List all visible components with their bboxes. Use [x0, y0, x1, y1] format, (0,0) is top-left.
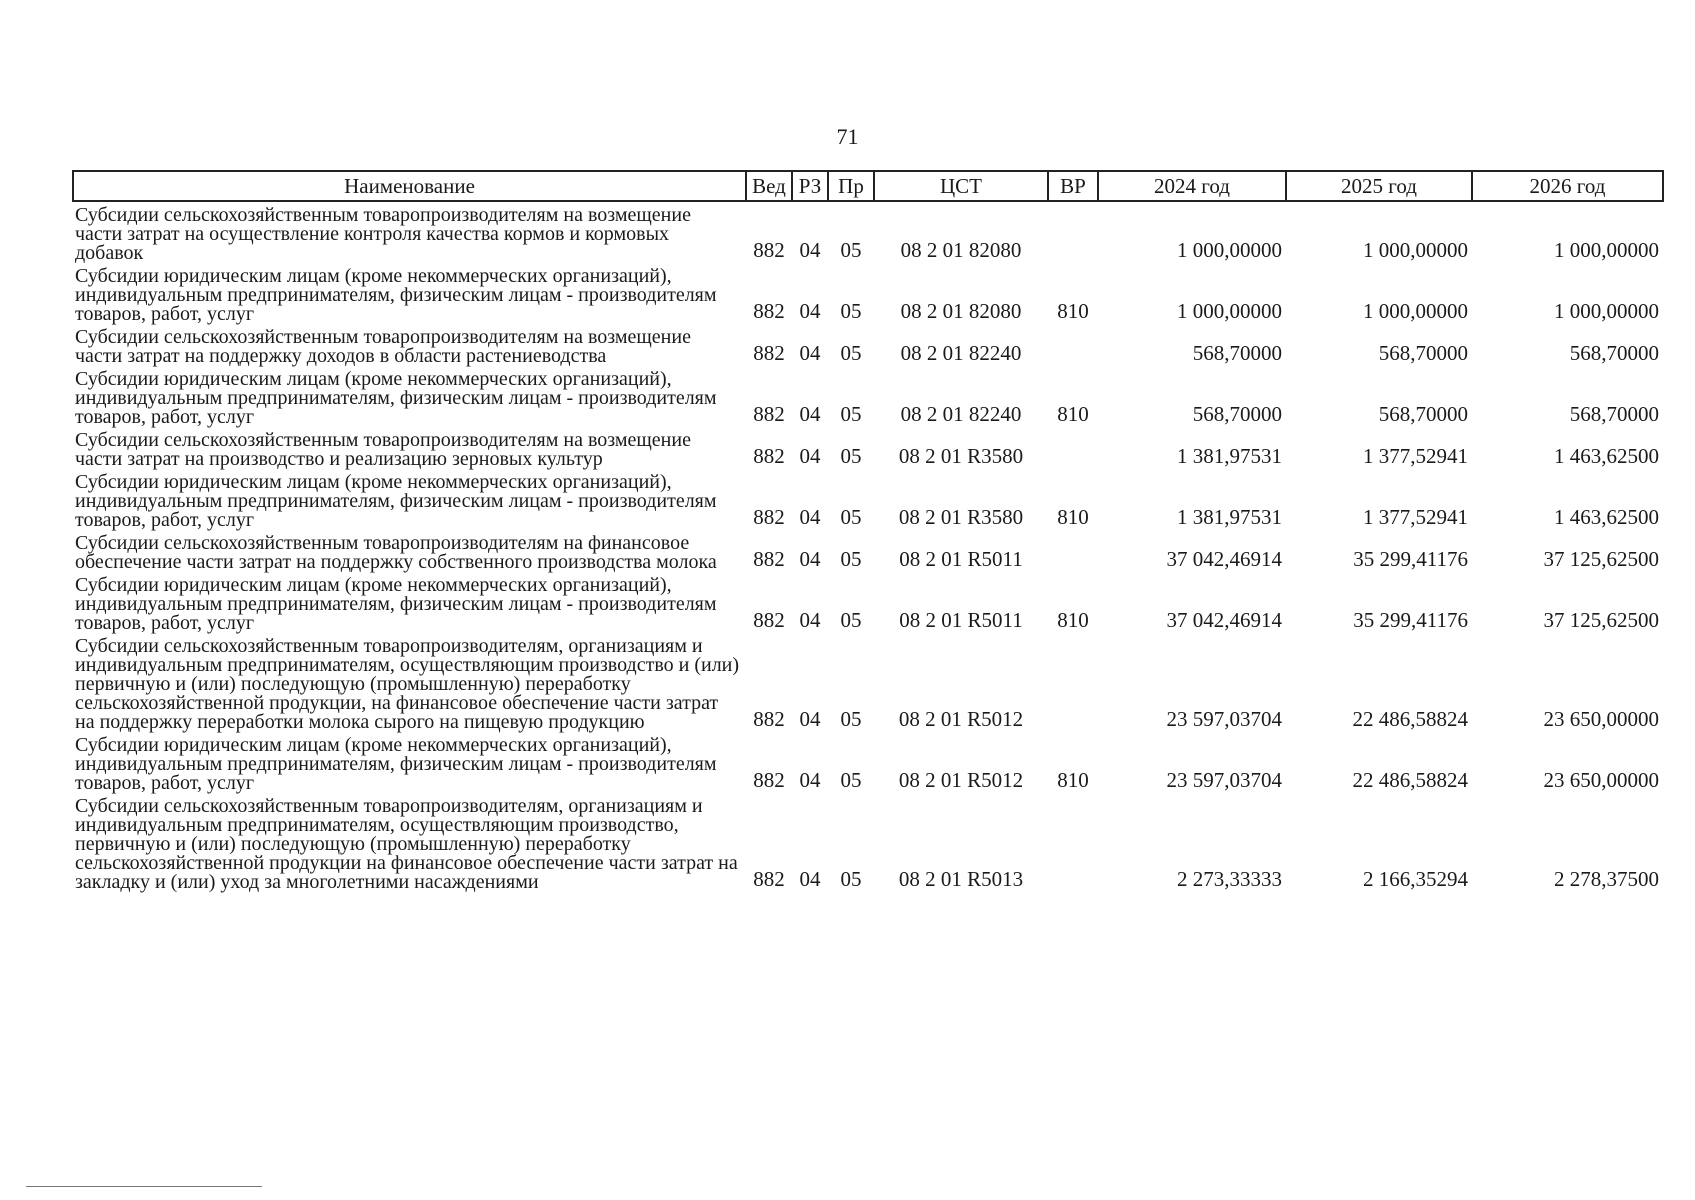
row-vr [1048, 530, 1098, 572]
row-pr: 05 [840, 444, 862, 468]
row-rz: 04 [799, 444, 821, 468]
table-row [73, 633, 1663, 732]
table-row [73, 732, 1663, 793]
row-2026: 1 000,00000 [1554, 299, 1659, 323]
row-cst: 08 2 01 82240 [900, 341, 1022, 365]
row-2025: 1 377,52941 [1363, 505, 1468, 529]
row-2024: 1 381,97531 [1177, 444, 1282, 468]
row-rz: 04 [799, 238, 821, 262]
row-rz: 04 [799, 608, 821, 632]
row-2024: 2 273,33333 [1177, 867, 1282, 891]
table-row [73, 427, 1663, 469]
row-2025: 35 299,41176 [1353, 608, 1468, 632]
row-2025: 22 486,58824 [1352, 707, 1468, 731]
row-pr: 05 [840, 867, 862, 891]
header-vr: ВР [1048, 171, 1098, 201]
row-2026: 2 278,37500 [1554, 867, 1659, 891]
row-name: Субсидии сельскохозяйственным товаропроизводителям на финансовое обеспечение части затрат на поддержку собственного производства молока [75, 532, 717, 573]
row-rz: 04 [799, 299, 821, 323]
row-cst: 08 2 01 82080 [900, 299, 1022, 323]
row-cst: 08 2 01 82240 [900, 402, 1022, 426]
header-name: Наименование [73, 171, 746, 201]
table-row [73, 793, 1663, 892]
table-row [73, 201, 1663, 263]
header-cst: ЦСТ [874, 171, 1048, 201]
row-ved: 882 [753, 547, 785, 571]
row-rz: 04 [799, 547, 821, 571]
row-cst: 08 2 01 R5011 [899, 547, 1023, 571]
row-ved: 882 [753, 505, 785, 529]
row-name: Субсидии сельскохозяйственным товаропроизводителям, организациям и индивидуальным предпринимателям, осуществляющим производство и (или) первичную и (или) последующую (промышленную) переработку сельскохозяйственной продукции, на финансовое обеспечение части затрат на поддержку переработки молока сырого на пищевую продукцию [75, 635, 740, 733]
row-2024: 568,70000 [1192, 402, 1282, 426]
row-2026: 1 463,62500 [1554, 444, 1659, 468]
row-ved: 882 [753, 867, 785, 891]
row-2026: 23 650,00000 [1543, 707, 1659, 731]
row-ved: 882 [753, 402, 785, 426]
budget-table [72, 170, 1664, 892]
page-number: 71 [836, 124, 859, 149]
row-2024: 1 381,97531 [1177, 505, 1282, 529]
row-pr: 05 [840, 547, 862, 571]
header-2026: 2026 год [1472, 171, 1663, 201]
row-2024: 1 000,00000 [1177, 238, 1282, 262]
row-vr: 810 [1057, 402, 1089, 426]
row-cst: 08 2 01 R5012 [898, 707, 1024, 731]
row-pr: 05 [840, 238, 862, 262]
row-2024: 23 597,03704 [1166, 707, 1282, 731]
row-vr [1048, 427, 1098, 469]
row-2026: 568,70000 [1569, 402, 1659, 426]
table-row [73, 366, 1663, 427]
row-cst: 08 2 01 82080 [900, 238, 1022, 262]
row-vr [1048, 793, 1098, 892]
row-vr: 810 [1057, 299, 1089, 323]
table-row [73, 324, 1663, 366]
row-rz: 04 [799, 707, 821, 731]
row-rz: 04 [799, 867, 821, 891]
row-vr: 810 [1057, 505, 1089, 529]
row-rz: 04 [799, 402, 821, 426]
row-name: Субсидии юридическим лицам (кроме некоммерческих организаций), индивидуальным предпринимателям, физическим лицам - производителям товаров, работ, услуг [75, 734, 717, 794]
row-name: Субсидии сельскохозяйственным товаропроизводителям на возмещение части затрат на поддержку доходов в области растениеводства [75, 326, 691, 367]
table-row [73, 530, 1663, 572]
row-pr: 05 [840, 341, 862, 365]
row-name: Субсидии сельскохозяйственным товаропроизводителям на возмещение части затрат на осуществление контроля качества кормов и кормовых добавок [75, 204, 691, 264]
row-name: Субсидии сельскохозяйственным товаропроизводителям на возмещение части затрат на производство и реализацию зерновых культур [75, 429, 691, 470]
row-name: Субсидии юридическим лицам (кроме некоммерческих организаций), индивидуальным предпринимателям, физическим лицам - производителям товаров, работ, услуг [75, 471, 717, 531]
row-vr: 810 [1057, 608, 1089, 632]
row-2024: 37 042,46914 [1166, 547, 1282, 571]
row-2025: 1 377,52941 [1363, 444, 1468, 468]
row-2025: 2 166,35294 [1363, 867, 1468, 891]
row-2026: 23 650,00000 [1543, 768, 1659, 792]
row-2026: 37 125,62500 [1543, 608, 1659, 632]
row-name: Субсидии юридическим лицам (кроме некоммерческих организаций), индивидуальным предпринимателям, физическим лицам - производителям товаров, работ, услуг [75, 368, 717, 428]
row-2025: 22 486,58824 [1352, 768, 1468, 792]
row-rz: 04 [799, 505, 821, 529]
row-ved: 882 [753, 608, 785, 632]
row-name: Субсидии сельскохозяйственным товаропроизводителям, организациям и индивидуальным предпринимателям, осуществляющим производство, первичную и (или) последующую (промышленную) переработку сельскохозяйственной продукции на финансовое обеспечение части затрат на закладку и (или) уход за многолетними насаждениями [75, 795, 738, 893]
row-ved: 882 [753, 341, 785, 365]
row-2026: 568,70000 [1569, 341, 1659, 365]
row-pr: 05 [840, 707, 862, 731]
row-2024: 1 000,00000 [1177, 299, 1282, 323]
header-ved: Вед [746, 171, 792, 201]
row-name: Субсидии юридическим лицам (кроме некоммерческих организаций), индивидуальным предпринимателям, физическим лицам - производителям товаров, работ, услуг [75, 574, 717, 634]
row-pr: 05 [840, 505, 862, 529]
row-ved: 882 [753, 444, 785, 468]
table-row [73, 469, 1663, 530]
row-pr: 05 [840, 768, 862, 792]
header-pr: Пр [828, 171, 874, 201]
row-ved: 882 [753, 707, 785, 731]
row-vr: 810 [1057, 768, 1089, 792]
table-row [73, 263, 1663, 324]
row-vr [1048, 324, 1098, 366]
row-2026: 1 000,00000 [1554, 238, 1659, 262]
row-2026: 1 463,62500 [1554, 505, 1659, 529]
row-2026: 37 125,62500 [1543, 547, 1659, 571]
table-header-row [73, 171, 1663, 201]
row-pr: 05 [840, 299, 862, 323]
row-name: Субсидии юридическим лицам (кроме некоммерческих организаций), индивидуальным предпринимателям, физическим лицам - производителям товаров, работ, услуг [75, 265, 717, 325]
row-pr: 05 [840, 608, 862, 632]
row-cst: 08 2 01 R5012 [898, 768, 1024, 792]
header-2025: 2025 год [1286, 171, 1472, 201]
row-cst: 08 2 01 R3580 [898, 505, 1024, 529]
row-2025: 1 000,00000 [1363, 238, 1468, 262]
row-rz: 04 [799, 768, 821, 792]
row-2025: 1 000,00000 [1363, 299, 1468, 323]
header-2024: 2024 год [1098, 171, 1286, 201]
row-vr [1048, 201, 1098, 263]
row-vr [1048, 633, 1098, 732]
table-row [73, 572, 1663, 633]
row-2025: 568,70000 [1378, 402, 1468, 426]
row-ved: 882 [753, 299, 785, 323]
row-cst: 08 2 01 R5011 [899, 608, 1023, 632]
row-pr: 05 [840, 402, 862, 426]
row-ved: 882 [753, 768, 785, 792]
row-2024: 568,70000 [1192, 341, 1282, 365]
row-2024: 37 042,46914 [1166, 608, 1282, 632]
row-cst: 08 2 01 R3580 [898, 444, 1024, 468]
header-rz: РЗ [792, 171, 828, 201]
row-rz: 04 [799, 341, 821, 365]
row-ved: 882 [753, 238, 785, 262]
row-2025: 35 299,41176 [1353, 547, 1468, 571]
row-2024: 23 597,03704 [1166, 768, 1282, 792]
row-2025: 568,70000 [1378, 341, 1468, 365]
row-cst: 08 2 01 R5013 [898, 867, 1024, 891]
footer-rule [26, 1186, 262, 1187]
